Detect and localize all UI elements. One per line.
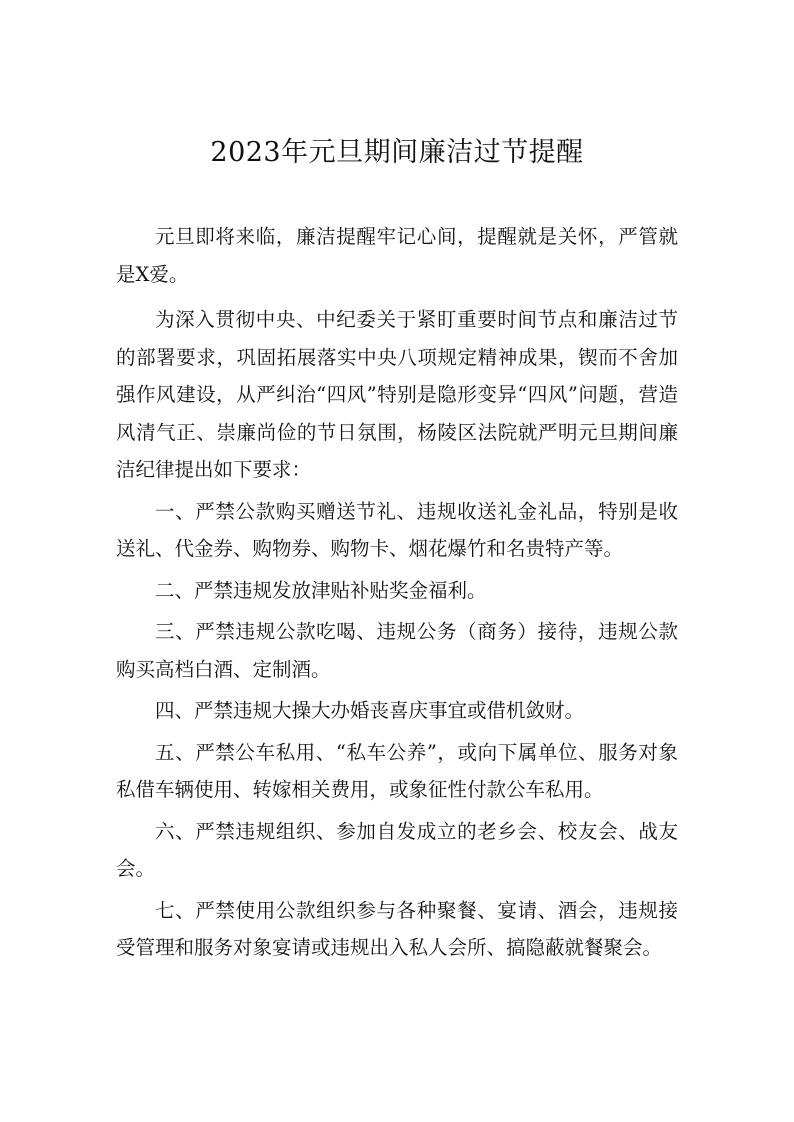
paragraph-rule-7: 七、严禁使用公款组织参与各种聚餐、宴请、酒会，违规接受管理和服务对象宴请或违规出入私人会所、搞隐蔽就餐聚会。 (116, 898, 678, 959)
document-title: 2023年元旦期间廉洁过节提醒 (210, 137, 584, 168)
paragraph-rule-6: 六、严禁违规组织、参加自发成立的老乡会、校友会、战友会。 (116, 819, 678, 880)
paragraph-rule-4: 四、严禁违规大操大办婚丧喜庆事宜或借机敛财。 (155, 699, 585, 722)
document-body (116, 218, 678, 971)
paragraph-intro: 元旦即将来临，廉洁提醒牢记心间，提醒就是关怀，严管就是X爱。 (116, 225, 678, 286)
paragraph-rule-5: 五、严禁公车私用、“私车公养”，或向下属单位、服务对象私借车辆使用、转嫁相关费用，或象征性付款公车私用。 (116, 740, 678, 801)
paragraph-rule-3: 三、严禁违规公款吃喝、违规公务（商务）接待，违规公款购买高档白酒、定制酒。 (116, 620, 678, 681)
paragraph-background: 为深入贯彻中央、中纪委关于紧盯重要时间节点和廉洁过节的部署要求，巩固拓展落实中央八项规定精神成果，锲而不舍加强作风建设，从严纠治“四风”特别是隐形变异“四风”问题，营造风清气正、崇廉尚俭的节日氛围，杨陵区法院就严明元旦期间廉洁纪律提出如下要求： (116, 308, 678, 481)
paragraph-rule-2: 二、严禁违规发放津贴补贴奖金福利。 (155, 578, 487, 602)
paragraph-rule-1: 一、严禁公款购买赠送节礼、违规收送礼金礼品，特别是收送礼、代金券、购物券、购物卡、烟花爆竹和名贵特产等。 (116, 499, 678, 560)
